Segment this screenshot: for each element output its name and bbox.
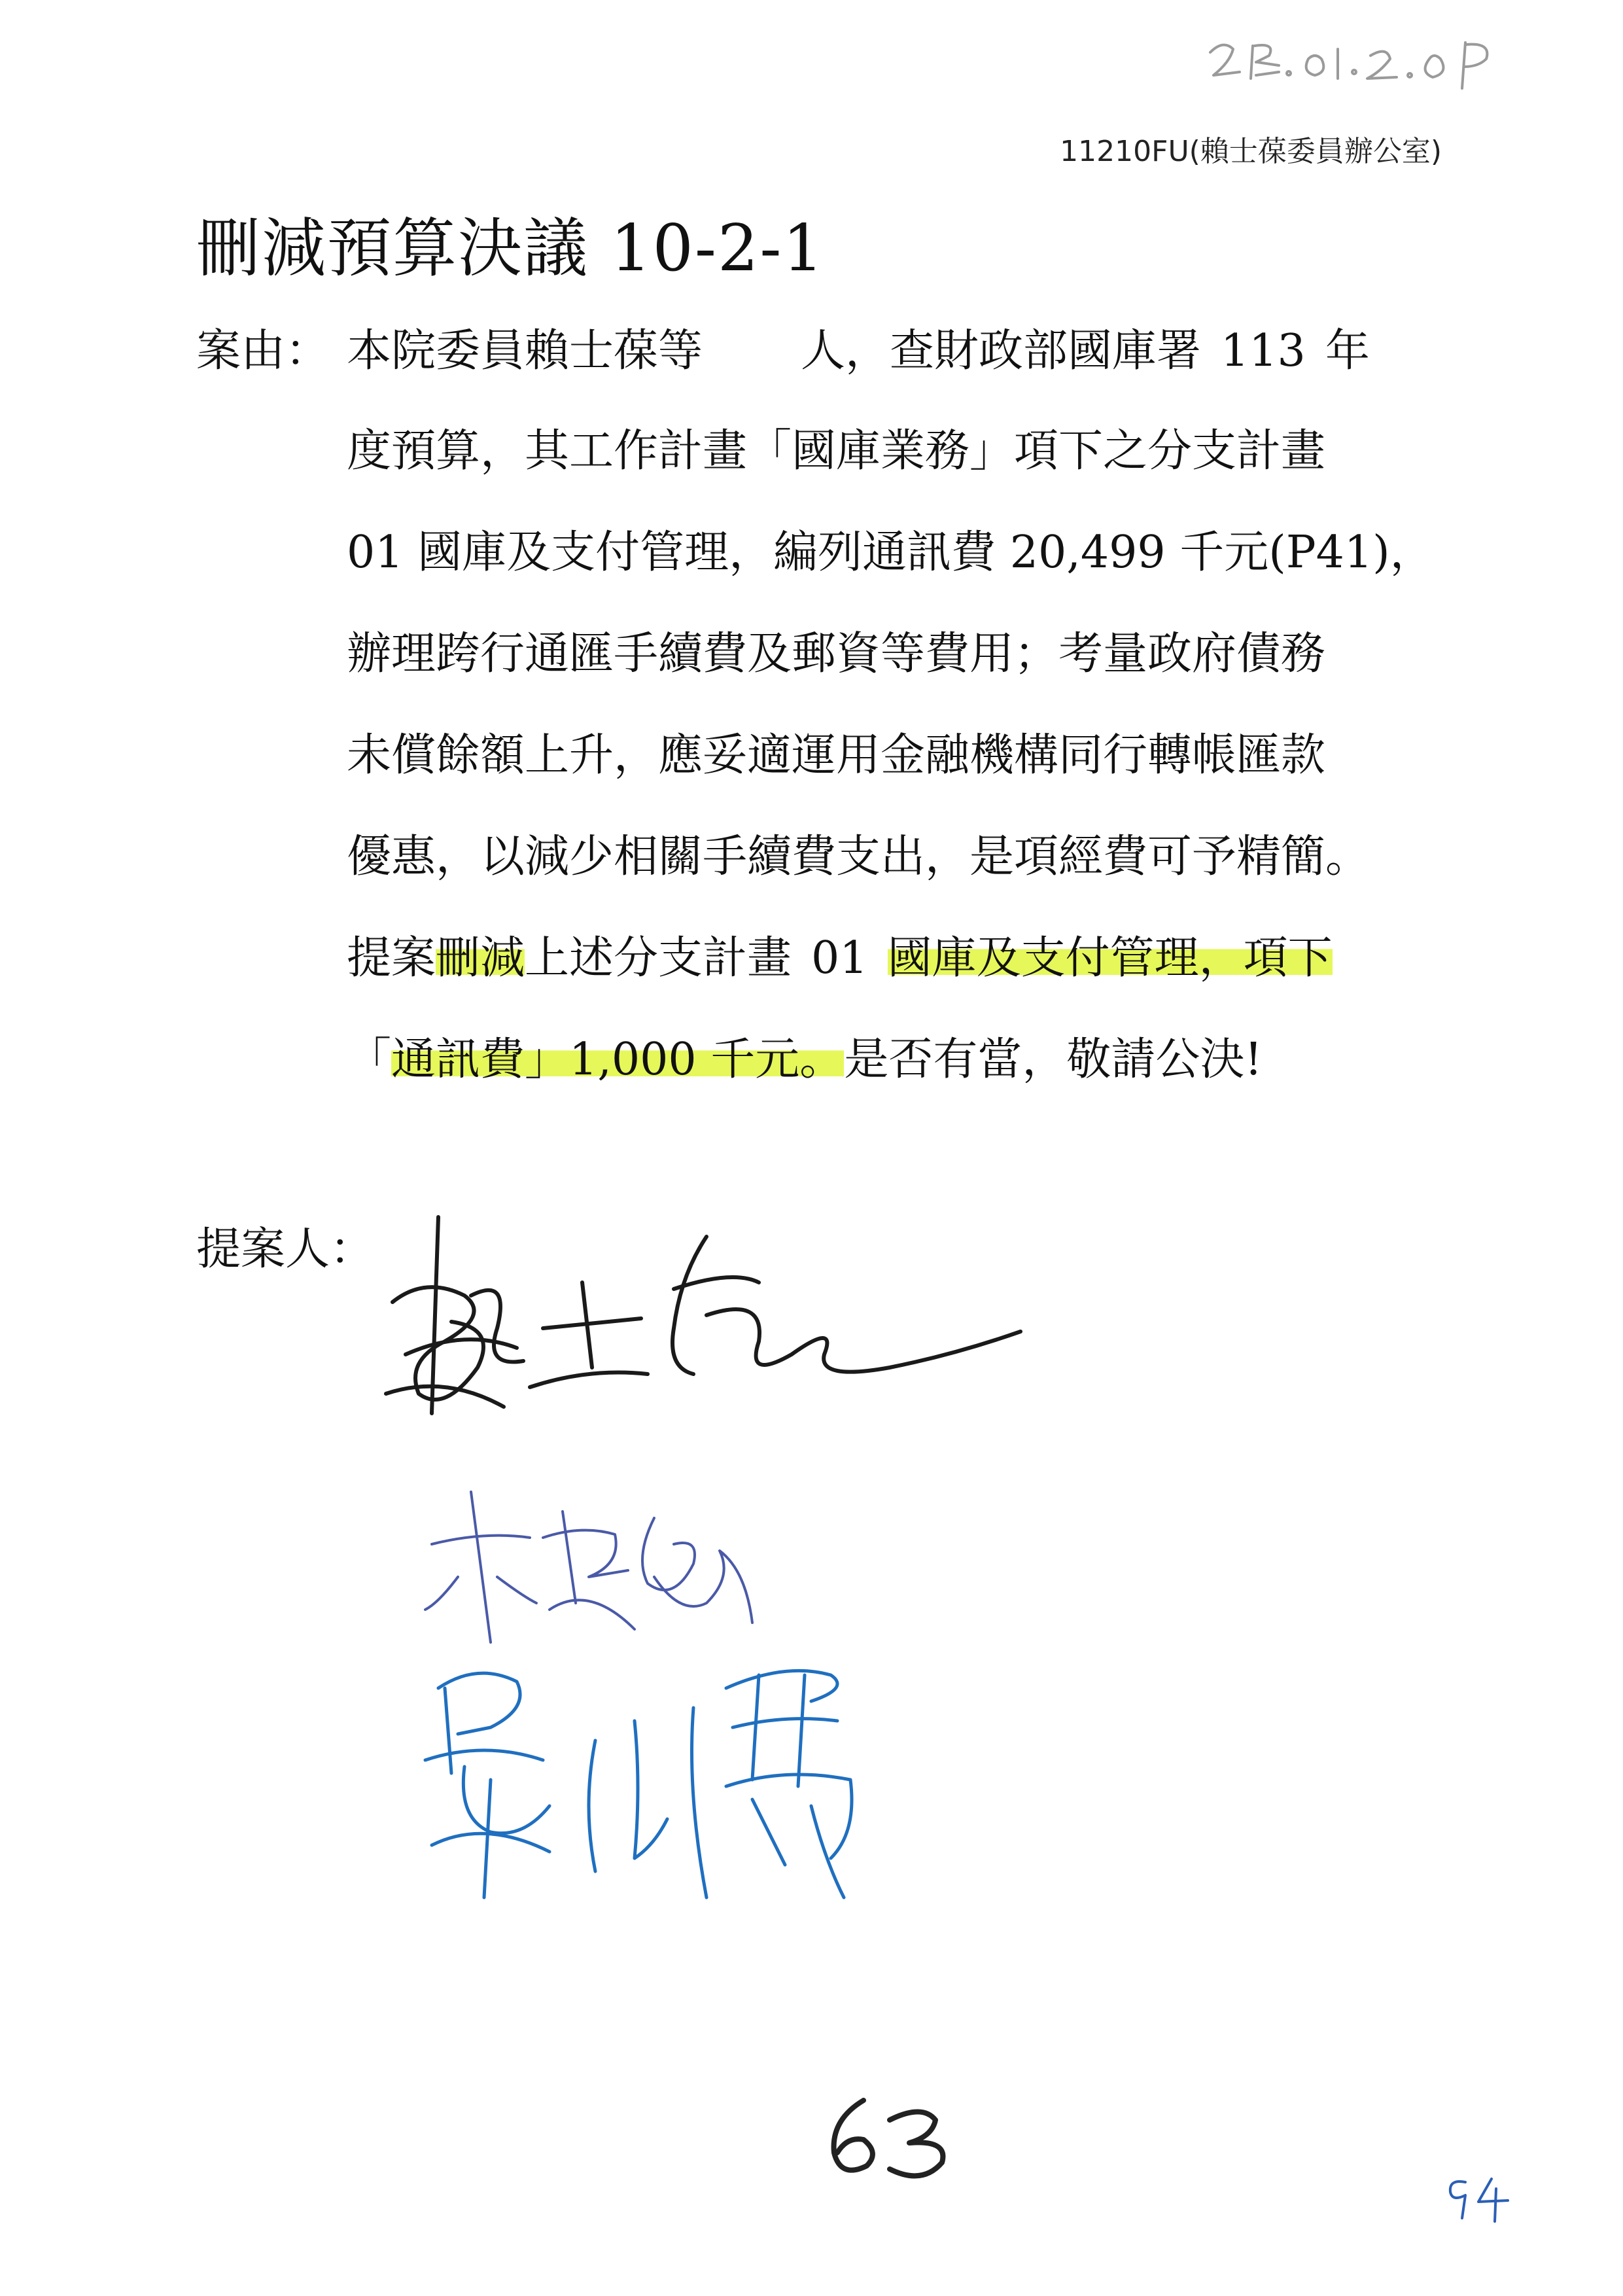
body-line-4: 辦理跨行通匯手續費及郵資等費用；考量政府債務 xyxy=(347,628,1326,680)
line-1-part-c: 113 xyxy=(1221,325,1306,377)
signature-2 xyxy=(419,1472,785,1655)
line-1-part-d: 年 xyxy=(1325,325,1370,377)
handwritten-page-number xyxy=(818,2094,968,2185)
body-line-5: 未償餘額上升，應妥適運用金融機構同行轉帳匯款 xyxy=(347,730,1326,781)
line-7-highlight-program: 國庫及支付管理，項下 xyxy=(887,932,1333,984)
proposer-label: 提案人： xyxy=(196,1224,375,1275)
handwritten-date xyxy=(1204,26,1544,98)
reason-label: 案由： xyxy=(196,325,330,377)
signature-3 xyxy=(419,1649,916,1924)
line-7-part-c: 上述分支計畫 xyxy=(525,932,792,984)
handwritten-sheet-number xyxy=(1442,2169,1514,2228)
line-1-part-a: 本院委員賴士葆等 xyxy=(347,325,703,377)
body-line-1 xyxy=(347,322,1370,381)
line-7-highlight-cut: 刪減 xyxy=(436,932,525,984)
line-7-part-a: 提案 xyxy=(347,932,436,984)
line-8-part-a: 「 xyxy=(347,1034,392,1086)
body-line-7 xyxy=(347,929,1333,988)
signature-1 xyxy=(366,1197,1053,1472)
document-title: 刪減預算決議 10-2-1 xyxy=(196,211,825,286)
office-header: 11210FU(賴士葆委員辦公室) xyxy=(1060,135,1442,168)
line-7-part-d: 01 xyxy=(811,932,868,984)
body-line-6: 優惠，以減少相關手續費支出，是項經費可予精簡。 xyxy=(347,831,1370,883)
line-1-part-b: 人，查財政部國庫署 xyxy=(801,325,1202,377)
line-8-highlight-amount: 通訊費」1,000 千元。 xyxy=(391,1034,845,1086)
line-8-part-c: 是否有當，敬請公決! xyxy=(844,1034,1263,1086)
body-line-3: 01 國庫及支付管理，編列通訊費 20,499 千元(P41)， xyxy=(347,527,1435,578)
body-line-2: 度預算，其工作計畫「國庫業務」項下之分支計畫 xyxy=(347,425,1326,477)
body-line-8 xyxy=(347,1031,1263,1089)
